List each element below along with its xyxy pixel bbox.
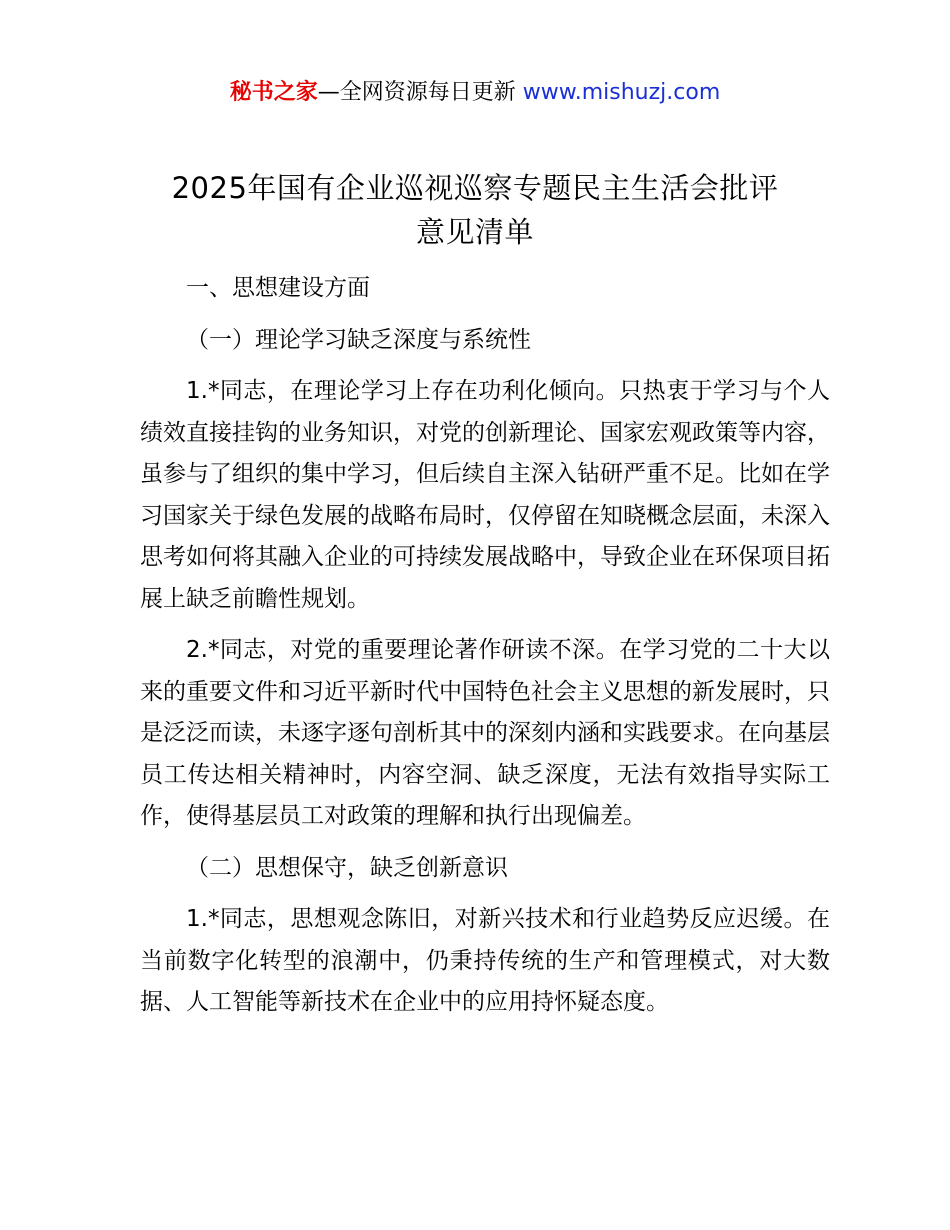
subsection-heading: （二）思想保守，缺乏创新意识: [186, 854, 508, 881]
brand-name: 秘书之家: [229, 80, 318, 105]
body-paragraph: 1.*同志，在理论学习上存在功利化倾向。只热衷于学习与个人绩效直接挂钩的业务知识，对党的创新理论、国家宏观政策等内容，虽参与了组织的集中学习，但后续自主深入钻研严重不足。比如在学习国家关于绿色发展的战略布局时，仅停留在知晓概念层面，未深入思考如何将其融入企业的可持续发展战略中，导致企业在环保项目拓展上缺乏前瞻性规划。: [140, 378, 830, 612]
header-tagline: —全网资源每日更新: [317, 80, 523, 105]
site-header: [0, 78, 950, 108]
body-paragraph: 2.*同志，对党的重要理论著作研读不深。在学习党的二十大以来的重要文件和习近平新时代中国特色社会主义思想的新发展时，只是泛泛而读，未逐字逐句剖析其中的深刻内涵和实践要求。在向基层员工传达相关精神时，内容空洞、缺乏深度，无法有效指导实际工作，使得基层员工对政策的理解和执行出现偏差。: [140, 637, 830, 829]
body-paragraph: 1.*同志，思想观念陈旧，对新兴技术和行业趋势反应迟缓。在当前数字化转型的浪潮中，仍秉持传统的生产和管理模式，对大数据、人工智能等新技术在企业中的应用持怀疑态度。: [140, 906, 830, 1015]
document-title: [120, 166, 830, 254]
section-heading: 一、思想建设方面: [186, 275, 370, 301]
subsection-heading: （一）理论学习缺乏深度与系统性: [186, 326, 531, 353]
title-line-2: 意见清单: [415, 215, 534, 249]
document-body: [140, 268, 830, 1034]
title-line-1: 2025年国有企业巡视巡察专题民主生活会批评: [171, 171, 779, 205]
site-url-link[interactable]: www.mishuzj.com: [522, 80, 721, 105]
